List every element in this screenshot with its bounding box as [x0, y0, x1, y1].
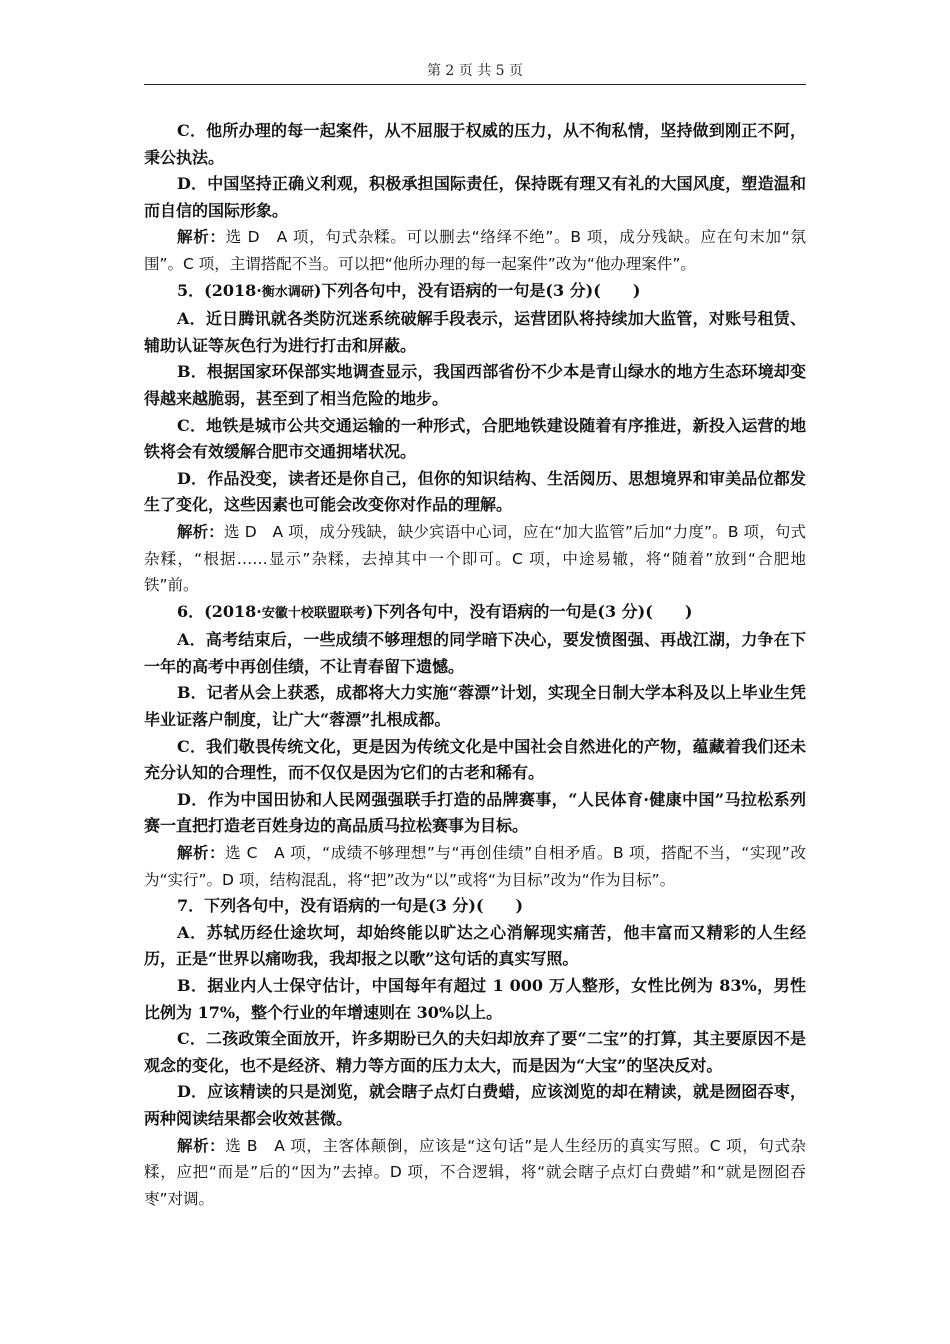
analysis	[144, 840, 806, 893]
analysis	[144, 224, 806, 277]
question-source: 安徽十校联盟联考	[261, 605, 366, 621]
option-a: A．高考结束后，一些成绩不够理想的同学暗下决心，要发愤图强、再战江湖，力争在下一年的高考中再创佳绩，不让青春留下遗憾。	[144, 630, 806, 676]
question-source: 衡水调研	[261, 284, 314, 300]
analysis	[144, 519, 806, 599]
option-d: D．应该精读的只是浏览，就会瞎子点灯白费蜡，应该浏览的却在精读，就是囫囵吞枣，两种阅读结果都会收效甚微。	[144, 1082, 806, 1128]
analysis-label: 解析：	[177, 844, 226, 863]
question-stem: )下列各句中，没有语病的一句是(3 分)( )	[365, 601, 693, 621]
document-body	[144, 118, 806, 1212]
option-c: C．他所办理的每一起案件，从不屈服于权威的压力，从不徇私情，坚持做到刚正不阿，秉公执法。	[144, 121, 806, 167]
analysis	[144, 1133, 806, 1213]
question-7	[144, 893, 806, 920]
header-rule	[144, 84, 806, 85]
option-c: C．我们敬畏传统文化，更是因为传统文化是中国社会自然进化的产物，蕴藏着我们还未充分认知的合理性，而不仅仅是因为它们的古老和稀有。	[144, 736, 806, 783]
option-d: D．中国坚持正确义利观，积极承担国际责任，保持既有理又有礼的大国风度，塑造温和而自信的国际形象。	[144, 174, 806, 220]
question-6	[144, 599, 806, 628]
question-stem: 下列各句中，没有语病的一句是(3 分)( )	[204, 896, 524, 916]
question-number: 7．	[177, 896, 205, 916]
option-c: C．二孩政策全面放开，许多期盼已久的夫妇却放弃了要“二宝”的打算，其主要原因不是观念的变化，也不是经济、精力等方面的压力太大，而是因为“大宝”的坚决反对。	[144, 1029, 806, 1075]
analysis-text: 选 C A 项，“成绩不够理想”与“再创佳绩”自相矛盾。B 项，搭配不当，“实现”改为“实行”。D 项，结构混乱，将“把”改为“以”或将“为目标”改为“作为目标”。	[144, 844, 806, 889]
analysis-label: 解析：	[177, 1136, 226, 1155]
analysis-text: 选 D A 项，成分残缺，缺少宾语中心词，应在“加大监管”后加“力度”。B 项，句式杂糅，“根据……显示”杂糅，去掉其中一个即可。C 项，中途易辙，将“随着”放到“合肥地铁”前。	[144, 522, 806, 595]
analysis-label: 解析：	[177, 228, 226, 247]
option-a: A．近日腾讯就各类防沉迷系统破解手段表示，运营团队将持续加大监管，对账号租赁、辅助认证等灰色行为进行打击和屏蔽。	[144, 309, 806, 355]
page-number: 第 2 页 共 5 页	[426, 63, 524, 79]
option-c: C．地铁是城市公共交通运输的一种形式，合肥地铁建设随着有序推进，新投入运营的地铁将会有效缓解合肥市交通拥堵状况。	[144, 415, 806, 462]
page-header	[144, 60, 806, 80]
question-number: 6．(2018·	[177, 601, 262, 621]
option-b: B．根据国家环保部实地调查显示，我国西部省份不少本是青山绿水的地方生态环境却变得越来越脆弱，甚至到了相当危险的地步。	[144, 362, 806, 408]
option-b: B．记者从会上获悉，成都将大力实施“蓉漂”计划，实现全日制大学本科及以上毕业生凭毕业证落户制度，让广大“蓉漂”扎根成都。	[144, 683, 806, 730]
question-number: 5．(2018·	[177, 280, 262, 300]
option-d: D．作为中国田协和人民网强强联手打造的品牌赛事，“人民体育·健康中国”马拉松系列赛一直把打造老百姓身边的高品质马拉松赛事为目标。	[144, 789, 806, 836]
analysis-text: 选 B A 项，主客体颠倒，应该是“这句话”是人生经历的真实写照。C 项，句式杂糅，应把“而是”后的“因为”去掉。D 项，不合逻辑，将“就会瞎子点灯白费蜡”和“就是囫囵吞枣”对调。	[144, 1136, 806, 1208]
question-stem: )下列各句中，没有语病的一句是(3 分)( )	[313, 280, 641, 300]
option-b: B．据业内人士保守估计，中国每年有超过 1 000 万人整形，女性比例为 83%，男性比例为 17%，整个行业的年增速则在 30%以上。	[144, 976, 806, 1022]
analysis-text: 选 D A 项，句式杂糅。可以删去“络绎不绝”。B 项，成分残缺。应在句末加“氛围”。C 项，主谓搭配不当。可以把“他所办理的每一起案件”改为“他办理案件”。	[144, 228, 806, 273]
question-5	[144, 278, 806, 307]
option-d: D．作品没变，读者还是你自己，但你的知识结构、生活阅历、思想境界和审美品位都发生了变化，这些因素也可能会改变你对作品的理解。	[144, 468, 806, 515]
analysis-label: 解析：	[177, 522, 224, 541]
option-a: A．苏轼历经仕途坎坷，却始终能以旷达之心消解现实痛苦，他丰富而又精彩的人生经历，正是“世界以痛吻我，我却报之以歌”这句话的真实写照。	[144, 922, 806, 969]
